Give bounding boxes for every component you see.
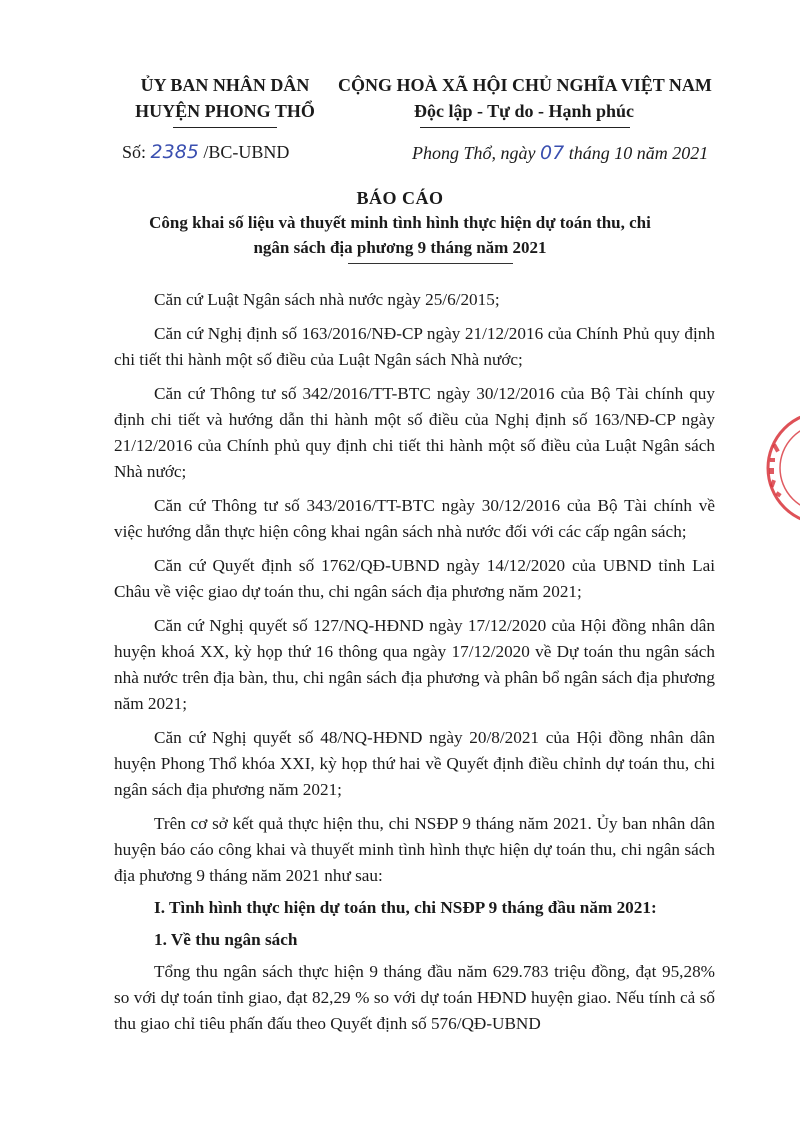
national-heading <box>338 72 710 124</box>
issuing-authority <box>100 72 350 124</box>
authority-line-2: HUYỆN PHONG THỔ <box>135 101 315 121</box>
date-suffix: tháng 10 năm 2021 <box>568 143 709 163</box>
paragraph-legal-basis-5: Căn cứ Quyết định số 1762/QĐ-UBND ngày 14/12/2020 của UBND tỉnh Lai Châu về việc giao dự toán thu, chi ngân sách địa phương năm 2021; <box>114 556 715 601</box>
paragraph-legal-basis-7: Căn cứ Nghị quyết số 48/NQ-HĐND ngày 20/8/2021 của Hội đồng nhân dân huyện Phong Thổ khóa XXI, kỳ họp thứ hai về Quyết định điều chỉnh dự toán thu, chi ngân sách địa phương năm 2021; <box>114 728 715 799</box>
paragraph-legal-basis-4: Căn cứ Thông tư số 343/2016/TT-BTC ngày 30/12/2016 của Bộ Tài chính về việc hướng dẫn thực hiện công khai ngân sách nhà nước đối với các cấp ngân sách; <box>114 496 715 541</box>
red-seal-stamp <box>754 408 800 528</box>
paragraph-introduction: Trên cơ sở kết quả thực hiện thu, chi NSĐP 9 tháng năm 2021. Ủy ban nhân dân huyện báo cáo công khai và thuyết minh tình hình thực hiện dự toán thu, chi ngân sách địa phương 9 tháng năm 2021 như sau: <box>114 814 715 885</box>
section-heading-1: I. Tình hình thực hiện dự toán thu, chi NSĐP 9 tháng đầu năm 2021: <box>154 898 657 917</box>
date-day-handwritten: 07 <box>540 142 565 164</box>
document-number-handwritten: 2385 <box>150 141 199 163</box>
paragraph-legal-basis-1: Căn cứ Luật Ngân sách nhà nước ngày 25/6/2015; <box>154 290 500 309</box>
subsection-heading-1: 1. Về thu ngân sách <box>154 930 298 949</box>
paragraph-legal-basis-3: Căn cứ Thông tư số 342/2016/TT-BTC ngày 30/12/2016 của Bộ Tài chính quy định chi tiết và hướng dẫn thi hành một số điều của Nghị định số 163/NĐ-CP ngày 21/12/2016 của Chính phủ quy định chi tiết thi hành một số điều của Luật Ngân sách Nhà nước; <box>114 384 715 481</box>
report-title: BÁO CÁO <box>356 188 444 208</box>
report-body <box>114 287 715 1045</box>
document-number-label: Số: <box>122 142 147 162</box>
paragraph-revenue-summary: Tổng thu ngân sách thực hiện 9 tháng đầu năm 629.783 triệu đồng, đạt 95,28% so với dự toán tỉnh giao, đạt 82,29 % so với dự toán HĐND huyện giao. Nếu tính cả số thu giao chỉ tiêu phấn đấu theo Quyết định số 576/QĐ-UBND <box>114 962 715 1033</box>
report-subtitle-line-1: Công khai số liệu và thuyết minh tình hình thực hiện dự toán thu, chi <box>149 213 651 232</box>
title-underline <box>348 263 513 264</box>
national-motto: Độc lập - Tự do - Hạnh phúc <box>413 101 635 121</box>
document-number-suffix: /BC-UBND <box>203 142 290 162</box>
document-number <box>122 141 289 163</box>
report-subtitle-line-2: ngân sách địa phương 9 tháng năm 2021 <box>253 238 547 257</box>
paragraph-legal-basis-2: Căn cứ Nghị định số 163/2016/NĐ-CP ngày 21/12/2016 của Chính Phủ quy định chi tiết thi hành một số điều của Luật Ngân sách Nhà nước; <box>114 324 715 369</box>
paragraph-legal-basis-6: Căn cứ Nghị quyết số 127/NQ-HĐND ngày 17/12/2020 của Hội đồng nhân dân huyện khoá XX, kỳ họp thứ 16 thông qua ngày 17/12/2020 về Dự toán thu ngân sách nhà nước trên địa bàn, thu, chi ngân sách địa phương và phân bổ ngân sách địa phương năm 2021; <box>114 616 715 713</box>
motto-underline <box>420 127 630 128</box>
date-prefix: Phong Thổ, ngày <box>412 143 536 163</box>
document-date <box>412 142 708 164</box>
country-name: CỘNG HOÀ XÃ HỘI CHỦ NGHĨA VIỆT NAM <box>338 75 712 95</box>
authority-line-1: ỦY BAN NHÂN DÂN <box>140 75 310 95</box>
authority-underline <box>173 127 277 128</box>
